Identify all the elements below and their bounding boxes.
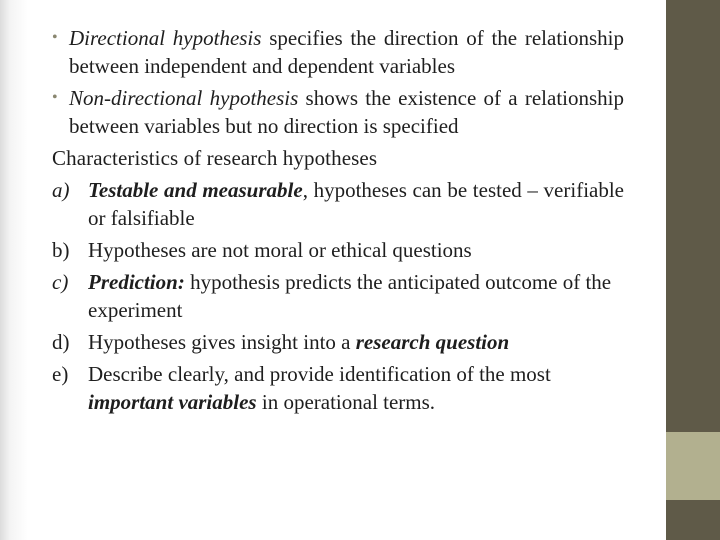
list-item-insight bbox=[52, 328, 624, 356]
list-marker: d) bbox=[52, 330, 70, 354]
item-term: research question bbox=[355, 330, 510, 354]
list-marker: b) bbox=[52, 238, 70, 262]
item-text-after: in operational terms. bbox=[256, 390, 436, 414]
item-term: Prediction: bbox=[88, 270, 185, 294]
list-marker: a) bbox=[52, 178, 70, 202]
bullet-text: specifies the direction of the relationship between independent and dependent variables bbox=[69, 26, 624, 78]
bullet-text: shows the existence of a relationship between variables but no direction is specified bbox=[69, 86, 625, 138]
bullet-marker: • bbox=[52, 29, 58, 46]
bullet-term: Directional hypothesis bbox=[69, 26, 262, 50]
item-text: , hypotheses can be tested – verifiable or falsifiable bbox=[88, 178, 624, 230]
slide-content bbox=[52, 24, 624, 420]
section-heading: Characteristics of research hypotheses bbox=[52, 146, 378, 170]
list-item-testable bbox=[52, 176, 624, 232]
side-accent-block bbox=[666, 432, 720, 500]
bullet-term: Non-directional hypothesis bbox=[69, 86, 299, 110]
list-item-describe bbox=[52, 360, 624, 416]
item-text: hypothesis predicts the anticipated outcome of the experiment bbox=[88, 270, 612, 322]
bullet-marker: • bbox=[52, 89, 58, 106]
bullet-directional-hypothesis bbox=[52, 24, 624, 80]
bullet-non-directional-hypothesis bbox=[52, 84, 624, 140]
list-marker: c) bbox=[52, 270, 69, 294]
list-item-not-moral bbox=[52, 236, 624, 264]
item-term: important variables bbox=[88, 390, 257, 414]
item-text: Hypotheses are not moral or ethical questions bbox=[88, 238, 472, 262]
item-text: Describe clearly, and provide identification of the most bbox=[88, 362, 551, 386]
item-text: Hypotheses gives insight into a bbox=[88, 330, 356, 354]
list-marker: e) bbox=[52, 362, 69, 386]
item-term: Testable and measurable bbox=[88, 178, 303, 202]
list-item-prediction bbox=[52, 268, 624, 324]
